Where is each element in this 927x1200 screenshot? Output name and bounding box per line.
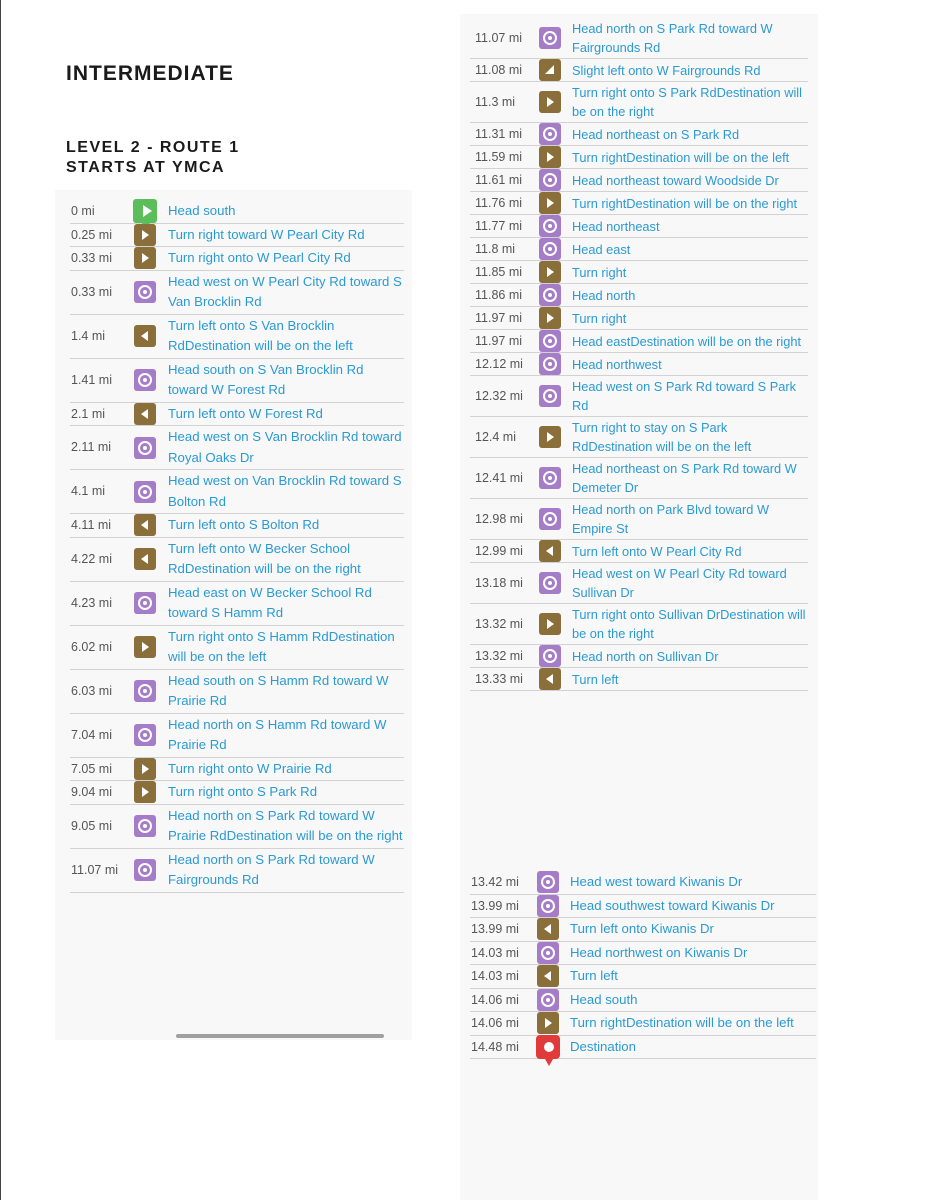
step-icon-wrap — [538, 238, 562, 260]
turn-right-icon — [539, 146, 561, 168]
route-start: STARTS AT YMCA — [66, 159, 226, 176]
step-icon-wrap — [536, 1036, 560, 1058]
step-instruction[interactable]: Turn right toward W Pearl City Rd — [168, 226, 365, 242]
directions-list-right-bottom — [470, 871, 816, 1059]
turn-right-icon — [134, 224, 156, 246]
direction-step[interactable] — [70, 403, 404, 427]
compass-head-icon — [539, 467, 561, 489]
route-title — [66, 138, 240, 178]
step-instruction[interactable]: Head south — [168, 203, 236, 218]
step-icon-wrap — [538, 261, 562, 283]
direction-step[interactable] — [470, 307, 808, 330]
compass-head-icon — [539, 123, 561, 145]
step-distance: 11.97 mi — [475, 310, 523, 325]
step-instruction[interactable]: Head eastDestination will be on the right — [572, 333, 802, 349]
direction-step[interactable] — [70, 582, 404, 626]
compass-head-icon — [539, 508, 561, 530]
step-instruction[interactable]: Head west on W Pearl City Rd toward Sullivan Dr — [572, 566, 787, 600]
step-icon-wrap — [538, 353, 562, 375]
step-distance: 11.61 mi — [475, 172, 523, 187]
route-level: LEVEL 2 - ROUTE 1 — [66, 139, 240, 156]
step-icon-wrap — [536, 989, 560, 1011]
step-distance: 12.4 mi — [475, 429, 516, 444]
direction-step[interactable] — [70, 670, 404, 714]
compass-head-icon — [134, 815, 156, 837]
turn-left-icon — [537, 965, 559, 987]
page-title: INTERMEDIATE — [66, 62, 234, 85]
step-icon-wrap — [538, 91, 562, 113]
step-instruction[interactable]: Turn right onto S Park Rd — [168, 784, 318, 799]
step-instruction[interactable]: Destination — [570, 1038, 636, 1054]
compass-head-icon — [134, 592, 156, 614]
step-distance: 9.05 mi — [71, 818, 112, 833]
direction-step[interactable] — [470, 215, 808, 238]
step-instruction[interactable]: Turn left onto W Forest Rd — [168, 405, 323, 421]
step-distance: 13.42 mi — [471, 875, 519, 889]
direction-step[interactable] — [470, 192, 808, 215]
step-distance: 11.8 mi — [475, 241, 516, 256]
compass-head-icon — [537, 942, 559, 964]
step-distance: 14.06 mi — [471, 992, 519, 1007]
step-icon-wrap — [133, 481, 157, 503]
step-distance: 13.32 mi — [475, 616, 523, 631]
horizontal-scrollbar[interactable] — [176, 1034, 384, 1038]
direction-step[interactable] — [70, 781, 404, 805]
step-instruction[interactable]: Head south on S Hamm Rd toward W Prairie Rd — [168, 672, 389, 708]
step-instruction[interactable]: Turn left onto Kiwanis Dr — [570, 921, 714, 936]
step-instruction[interactable]: Head north on S Park Rd toward W Fairgrounds Rd — [572, 21, 773, 55]
direction-step[interactable] — [70, 224, 404, 248]
direction-step[interactable] — [470, 1036, 816, 1060]
step-distance: 12.99 mi — [475, 543, 523, 558]
step-icon-wrap — [133, 247, 157, 269]
direction-step[interactable] — [70, 714, 404, 758]
compass-head-icon — [134, 281, 156, 303]
step-distance: 14.48 mi — [471, 1039, 519, 1054]
direction-step[interactable] — [470, 376, 808, 417]
step-distance: 11.97 mi — [475, 333, 523, 348]
step-distance: 0.33 mi — [71, 284, 112, 299]
step-distance: 11.85 mi — [475, 264, 523, 279]
step-icon-wrap — [536, 895, 560, 917]
step-distance: 1.4 mi — [71, 328, 106, 343]
step-distance: 6.03 mi — [71, 683, 112, 698]
step-instruction[interactable]: Head north on S Park Rd toward W Prairie RdDestination will be on the right — [168, 807, 403, 843]
step-instruction[interactable]: Head north on S Hamm Rd toward W Prairie Rd — [168, 716, 387, 752]
step-distance: 14.06 mi — [471, 1016, 519, 1030]
step-instruction[interactable]: Head east on W Becker School Rd toward S Hamm Rd — [168, 584, 372, 620]
step-distance: 13.99 mi — [471, 922, 519, 936]
step-instruction[interactable]: Turn rightDestination will be on the right — [572, 195, 798, 211]
step-instruction[interactable]: Head north on Park Blvd toward W Empire St — [572, 502, 770, 536]
step-icon-wrap — [133, 548, 157, 570]
turn-right-icon — [134, 758, 156, 780]
step-icon-wrap — [133, 200, 157, 222]
compass-head-icon — [539, 385, 561, 407]
turn-left-icon — [134, 403, 156, 425]
direction-step[interactable] — [470, 238, 808, 261]
direction-step[interactable] — [70, 247, 404, 271]
direction-step[interactable] — [470, 261, 808, 284]
step-icon-wrap — [133, 369, 157, 391]
step-instruction[interactable]: Head west on S Park Rd toward S Park Rd — [572, 379, 797, 413]
step-instruction[interactable]: Turn left onto W Becker School RdDestination will be on the right — [168, 540, 361, 576]
step-instruction[interactable]: Turn right — [572, 264, 627, 280]
step-icon-wrap — [133, 514, 157, 536]
step-distance: 7.05 mi — [71, 761, 112, 776]
step-distance: 11.07 mi — [71, 862, 119, 877]
step-icon-wrap — [536, 965, 560, 987]
turn-right-icon — [539, 91, 561, 113]
step-icon-wrap — [133, 724, 157, 746]
direction-step[interactable] — [470, 540, 808, 563]
step-icon-wrap — [538, 426, 562, 448]
step-icon-wrap — [538, 613, 562, 635]
step-icon-wrap — [538, 508, 562, 530]
compass-head-icon — [539, 27, 561, 49]
direction-step[interactable] — [70, 626, 404, 670]
step-icon-wrap — [538, 146, 562, 168]
step-distance: 4.22 mi — [71, 551, 112, 566]
step-instruction[interactable]: Turn left — [570, 968, 618, 983]
step-icon-wrap — [536, 942, 560, 964]
step-distance: 14.03 mi — [471, 945, 519, 960]
step-distance: 12.41 mi — [475, 470, 523, 485]
direction-step[interactable] — [470, 942, 816, 966]
step-instruction[interactable]: Head northwest on Kiwanis Dr — [570, 944, 748, 960]
compass-head-icon — [539, 238, 561, 260]
compass-head-icon — [539, 169, 561, 191]
step-distance: 2.11 mi — [71, 440, 112, 455]
step-instruction[interactable]: Turn right onto S Park RdDestination will be on the right — [572, 85, 802, 119]
step-instruction[interactable]: Head west on Van Brocklin Rd toward S Bolton Rd — [168, 473, 402, 509]
direction-step[interactable] — [70, 514, 404, 538]
step-instruction[interactable]: Head northeast toward Woodside Dr — [572, 172, 779, 188]
step-distance: 12.98 mi — [475, 511, 523, 526]
step-instruction[interactable]: Head north on S Park Rd toward W Fairgrounds Rd — [168, 851, 375, 887]
step-distance: 11.77 mi — [475, 218, 523, 233]
step-icon-wrap — [538, 385, 562, 407]
step-icon-wrap — [133, 680, 157, 702]
step-distance: 12.32 mi — [475, 388, 523, 403]
direction-step[interactable] — [470, 417, 808, 458]
step-instruction[interactable]: Head northeast — [572, 218, 660, 234]
step-distance: 1.41 mi — [71, 372, 112, 387]
step-icon-wrap — [538, 467, 562, 489]
compass-head-icon — [134, 481, 156, 503]
step-icon-wrap — [536, 1012, 560, 1034]
step-instruction[interactable]: Slight left onto W Fairgrounds Rd — [572, 62, 761, 78]
step-distance: 13.32 mi — [475, 648, 523, 663]
compass-head-icon — [539, 215, 561, 237]
step-distance: 9.04 mi — [71, 785, 112, 799]
step-instruction[interactable]: Turn rightDestination will be on the left — [570, 1015, 794, 1030]
step-distance: 13.99 mi — [471, 898, 519, 913]
step-icon-wrap — [538, 192, 562, 214]
step-distance: 11.08 mi — [475, 62, 523, 77]
step-distance: 11.07 mi — [475, 30, 523, 45]
step-instruction[interactable]: Head northeast on S Park Rd — [572, 126, 740, 142]
step-icon-wrap — [133, 437, 157, 459]
step-icon-wrap — [133, 781, 157, 803]
compass-head-icon — [537, 895, 559, 917]
step-icon-wrap — [133, 403, 157, 425]
step-distance: 6.02 mi — [71, 639, 112, 654]
direction-step[interactable] — [70, 315, 404, 359]
direction-step[interactable] — [70, 426, 404, 470]
step-distance: 0 mi — [71, 204, 95, 218]
step-icon-wrap — [133, 224, 157, 246]
direction-step[interactable] — [470, 169, 808, 192]
step-icon-wrap — [133, 758, 157, 780]
compass-head-icon — [539, 330, 561, 352]
step-icon-wrap — [536, 871, 560, 893]
destination-pin-icon — [536, 1035, 560, 1059]
start-flag-icon — [133, 199, 157, 223]
step-instruction[interactable]: Head west on S Van Brocklin Rd toward Royal Oaks Dr — [168, 429, 402, 465]
direction-step[interactable] — [470, 458, 808, 499]
compass-head-icon — [539, 284, 561, 306]
directions-list-left — [70, 200, 404, 893]
direction-step[interactable] — [470, 563, 808, 604]
turn-right-icon — [539, 307, 561, 329]
turn-right-icon — [539, 261, 561, 283]
step-icon-wrap — [538, 284, 562, 306]
step-distance: 2.1 mi — [71, 406, 106, 421]
compass-head-icon — [537, 871, 559, 893]
step-distance: 11.59 mi — [475, 149, 523, 164]
step-instruction[interactable]: Turn right — [572, 310, 627, 326]
step-instruction[interactable]: Head north — [572, 287, 636, 303]
step-distance: 11.86 mi — [475, 287, 523, 302]
direction-step[interactable] — [70, 538, 404, 582]
step-icon-wrap — [538, 27, 562, 49]
compass-head-icon — [539, 572, 561, 594]
step-icon-wrap — [538, 215, 562, 237]
direction-step[interactable] — [470, 82, 808, 123]
step-distance: 13.33 mi — [475, 671, 523, 686]
step-icon-wrap — [538, 307, 562, 329]
step-icon-wrap — [538, 540, 562, 562]
compass-head-icon — [134, 724, 156, 746]
direction-step[interactable] — [470, 284, 808, 307]
turn-left-icon — [134, 325, 156, 347]
turn-left-icon — [134, 548, 156, 570]
step-icon-wrap — [133, 592, 157, 614]
turn-left-icon — [539, 540, 561, 562]
turn-left-icon — [134, 514, 156, 536]
turn-right-icon — [539, 192, 561, 214]
direction-step[interactable] — [470, 965, 816, 989]
step-instruction[interactable]: Head southwest toward Kiwanis Dr — [570, 897, 775, 913]
compass-head-icon — [537, 989, 559, 1011]
turn-right-icon — [134, 781, 156, 803]
direction-step[interactable] — [470, 123, 808, 146]
direction-step[interactable] — [470, 330, 808, 353]
step-icon-wrap — [538, 668, 562, 690]
step-instruction[interactable]: Turn right to stay on S Park RdDestination will be on the left — [572, 420, 752, 454]
step-icon-wrap — [538, 59, 562, 81]
compass-head-icon — [134, 859, 156, 881]
compass-head-icon — [134, 369, 156, 391]
direction-step[interactable] — [470, 604, 808, 645]
step-distance: 7.04 mi — [71, 727, 112, 742]
step-instruction[interactable]: Turn left — [572, 671, 619, 687]
step-instruction[interactable]: Head northwest — [572, 356, 662, 372]
direction-step[interactable] — [470, 668, 808, 691]
slight-left-icon — [539, 59, 561, 81]
direction-step[interactable] — [470, 499, 808, 540]
step-distance: 4.11 mi — [71, 518, 112, 532]
direction-step[interactable] — [470, 871, 816, 895]
direction-step[interactable] — [470, 353, 808, 376]
direction-step[interactable] — [470, 918, 816, 942]
compass-head-icon — [134, 680, 156, 702]
step-instruction[interactable]: Turn right onto Sullivan DrDestination will be on the right — [572, 607, 806, 641]
step-instruction[interactable]: Head east — [572, 241, 631, 257]
step-distance: 12.12 mi — [475, 356, 523, 371]
direction-step[interactable] — [70, 200, 404, 224]
direction-step[interactable] — [70, 758, 404, 782]
step-distance: 11.76 mi — [475, 195, 523, 210]
turn-left-icon — [539, 668, 561, 690]
step-instruction[interactable]: Turn right onto W Pearl City Rd — [168, 250, 351, 265]
step-icon-wrap — [133, 325, 157, 347]
step-icon-wrap — [133, 815, 157, 837]
direction-step[interactable] — [70, 849, 404, 893]
step-instruction[interactable]: Head northeast on S Park Rd toward W Demeter Dr — [572, 461, 797, 495]
step-icon-wrap — [133, 859, 157, 881]
direction-step[interactable] — [70, 271, 404, 315]
step-instruction[interactable]: Head north on Sullivan Dr — [572, 648, 719, 664]
step-icon-wrap — [536, 918, 560, 940]
direction-step[interactable] — [470, 1012, 816, 1036]
step-icon-wrap — [538, 330, 562, 352]
step-icon-wrap — [133, 281, 157, 303]
turn-left-icon — [537, 918, 559, 940]
step-distance: 11.3 mi — [475, 94, 516, 109]
step-icon-wrap — [133, 636, 157, 658]
direction-step[interactable] — [470, 59, 808, 82]
step-icon-wrap — [538, 169, 562, 191]
compass-head-icon — [539, 353, 561, 375]
step-instruction[interactable]: Head west on W Pearl City Rd toward S Van Brocklin Rd — [168, 273, 402, 309]
step-distance: 4.23 mi — [71, 595, 112, 610]
step-distance: 4.1 mi — [71, 484, 106, 499]
direction-step[interactable] — [470, 895, 816, 919]
turn-right-icon — [134, 247, 156, 269]
direction-step[interactable] — [70, 359, 404, 403]
step-instruction[interactable]: Turn right onto W Prairie Rd — [168, 760, 332, 776]
step-instruction[interactable]: Turn left onto S Van Brocklin RdDestination will be on the left — [168, 317, 353, 353]
turn-right-icon — [539, 426, 561, 448]
turn-right-icon — [539, 613, 561, 635]
direction-step[interactable] — [470, 989, 816, 1013]
step-distance: 11.31 mi — [475, 126, 523, 141]
step-instruction[interactable]: Turn left onto S Bolton Rd — [168, 517, 320, 532]
turn-right-icon — [134, 636, 156, 658]
direction-step[interactable] — [70, 470, 404, 514]
step-instruction[interactable]: Turn left onto W Pearl City Rd — [572, 543, 742, 559]
step-instruction[interactable]: Head south — [570, 991, 638, 1007]
step-instruction[interactable]: Turn right onto S Hamm RdDestination will be on the left — [168, 628, 395, 664]
direction-step[interactable] — [470, 18, 808, 59]
step-distance: 0.25 mi — [71, 227, 112, 242]
direction-step[interactable] — [470, 146, 808, 169]
step-distance: 0.33 mi — [71, 251, 112, 265]
turn-right-icon — [537, 1012, 559, 1034]
step-distance: 14.03 mi — [471, 969, 519, 983]
step-icon-wrap — [538, 645, 562, 667]
step-distance: 13.18 mi — [475, 575, 523, 590]
step-instruction[interactable]: Head south on S Van Brocklin Rd toward W Forest Rd — [168, 361, 364, 397]
compass-head-icon — [134, 437, 156, 459]
step-instruction[interactable]: Head west toward Kiwanis Dr — [570, 874, 743, 889]
direction-step[interactable] — [70, 805, 404, 849]
direction-step[interactable] — [470, 645, 808, 668]
step-icon-wrap — [538, 123, 562, 145]
step-instruction[interactable]: Turn rightDestination will be on the left — [572, 149, 790, 165]
page-border — [0, 0, 1, 1200]
step-icon-wrap — [538, 572, 562, 594]
compass-head-icon — [539, 645, 561, 667]
directions-list-right-top — [470, 18, 808, 691]
